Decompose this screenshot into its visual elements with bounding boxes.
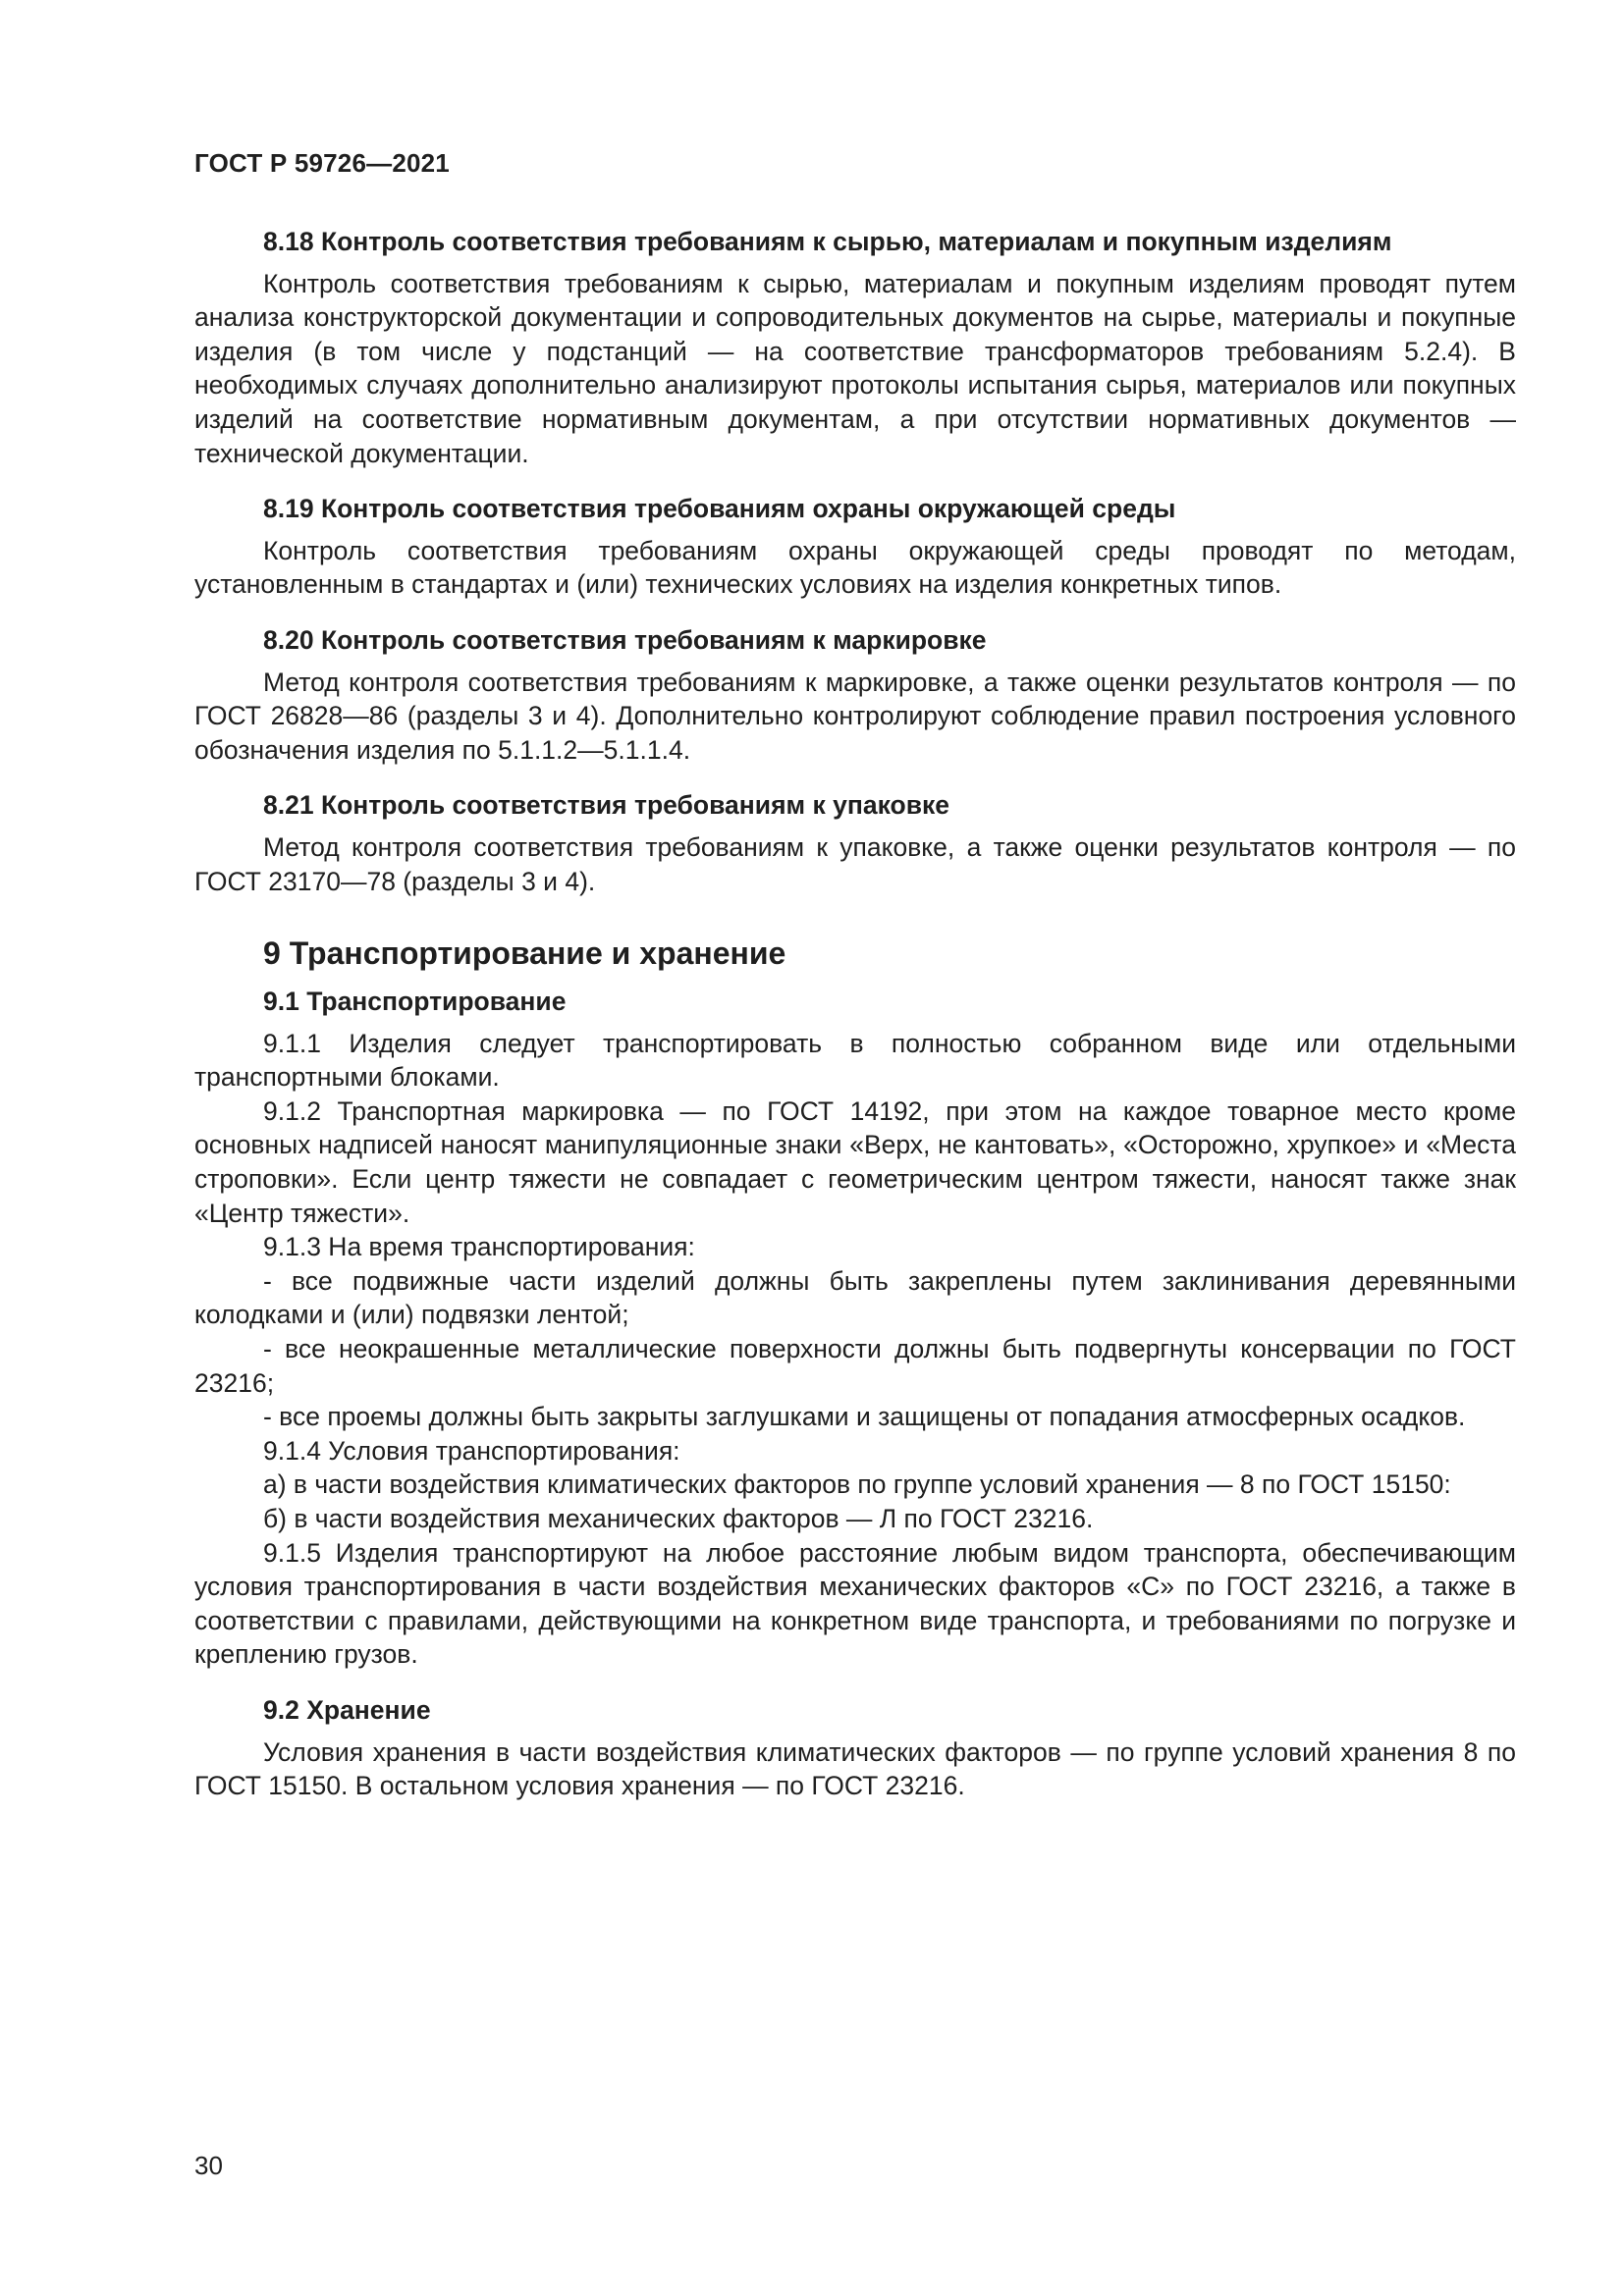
- section-title-9: 9 Транспортирование и хранение: [263, 935, 786, 972]
- list-item-9-1-3-b: - все неокрашенные металлические поверхности должны быть подвергнуты консервации по ГОСТ 23216;: [194, 1334, 1516, 1398]
- paragraph-8-18: Контроль соответствия требованиям к сырью, материалам и покупным изделиям проводят путем анализа конструкторской документации и сопроводительных документов на сырье, материалы и покупные изделия (в том числе у подстанций — на соответствие трансформаторов требованиям 5.2.4). В необходимых случаях дополнительно анализируют протоколы испытания сырья, материалов или покупных изделий на соответствие нормативным документам, а при отсутствии нормативных документов — технической документации.: [194, 268, 1516, 468]
- list-item-9-1-3-c: - все проемы должны быть закрыты заглушками и защищены от попадания атмосферных осадков.: [263, 1402, 1466, 1432]
- subsection-title-8-19: 8.19 Контроль соответствия требованиям охраны окружающей среды: [263, 494, 1176, 524]
- subsection-title-8-21: 8.21 Контроль соответствия требованиям к упаковке: [263, 790, 950, 821]
- subsection-title-8-20: 8.20 Контроль соответствия требованиям к маркировке: [263, 624, 987, 655]
- paragraph-8-21: Метод контроля соответствия требованиям к упаковке, а также оценки результатов контроля — по ГОСТ 23170—78 (разделы 3 и 4).: [194, 831, 1516, 896]
- paragraph-9-1-2: 9.1.2 Транспортная маркировка — по ГОСТ 14192, при этом на каждое товарное место кроме основных надписей наносят манипуляционные знаки «Верх, не кантовать», «Осторожно, хрупкое» и «Места строповки». Если центр тяжести не совпадает с геометрическим центром тяжести, наносят также знак «Центр тяжести».: [194, 1095, 1516, 1228]
- subsection-title-9-1: 9.1 Транспортирование: [263, 987, 567, 1017]
- paragraph-9-1-5: 9.1.5 Изделия транспортируют на любое расстояние любым видом транспорта, обеспечивающим условия транспортирования в части воздействия механических факторов «С» по ГОСТ 23216, а также в соответствии с правилами, действующими на конкретном виде транспорта, и требованиями по погрузке и креплению грузов.: [194, 1537, 1516, 1670]
- page-number: 30: [194, 2151, 223, 2180]
- paragraph-9-2: Условия хранения в части воздействия климатических факторов — по группе условий хранения 8 по ГОСТ 15150. В остальном условия хранения — по ГОСТ 23216.: [194, 1736, 1516, 1801]
- paragraph-8-19: Контроль соответствия требованиям охраны окружающей среды проводят по методам, установленным в стандартах и (или) технических условиях на изделия конкретных типов.: [194, 535, 1516, 600]
- list-item-9-1-4-a: а) в части воздействия климатических факторов по группе условий хранения — 8 по ГОСТ 15150:: [263, 1469, 1451, 1500]
- paragraph-8-20: Метод контроля соответствия требованиям к маркировке, а также оценки результатов контроля — по ГОСТ 26828—86 (разделы 3 и 4). Дополнительно контролируют соблюдение правил построения условного обозначения изделия по 5.1.1.2—5.1.1.4.: [194, 667, 1516, 765]
- paragraph-9-1-1: 9.1.1 Изделия следует транспортировать в полностью собранном виде или отдельными транспортными блоками.: [194, 1028, 1516, 1093]
- paragraph-9-1-3: 9.1.3 На время транспортирования:: [263, 1232, 695, 1262]
- paragraph-9-1-4: 9.1.4 Условия транспортирования:: [263, 1435, 680, 1466]
- subsection-title-9-2: 9.2 Хранение: [263, 1694, 431, 1725]
- document-body: [194, 225, 1516, 1803]
- document-header: ГОСТ Р 59726—2021: [194, 148, 450, 178]
- list-item-9-1-3-a: - все подвижные части изделий должны быть закреплены путем заклинивания деревянными колодками и (или) подвязки лентой;: [194, 1265, 1516, 1330]
- list-item-9-1-4-b: б) в части воздействия механических факторов — Л по ГОСТ 23216.: [263, 1504, 1094, 1533]
- subsection-title-8-18: 8.18 Контроль соответствия требованиям к сырью, материалам и покупным изделиям: [263, 227, 1392, 256]
